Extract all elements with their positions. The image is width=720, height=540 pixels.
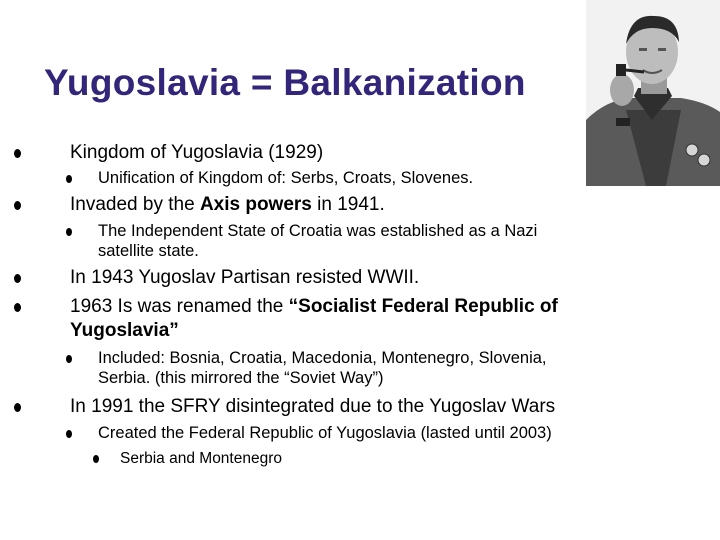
bullet-dot (14, 274, 21, 283)
bullet-dot (66, 228, 72, 236)
bullet-text: The Independent State of Croatia was established as a Nazi (98, 222, 538, 240)
bullet-text-continued: satellite state. (98, 242, 199, 260)
bullet-dot (66, 430, 72, 438)
bullet-dot (14, 303, 21, 312)
bullet-dot (66, 175, 72, 183)
bullet-text-continued: Yugoslavia” (70, 320, 179, 341)
bullet-dot (66, 355, 72, 363)
bullet-text: 1963 Is was renamed the “Socialist Federal Republic of (70, 296, 558, 317)
bullet-text-continued: Serbia. (this mirrored the “Soviet Way”) (98, 369, 384, 387)
bullet-text: In 1991 the SFRY disintegrated due to the Yugoslav Wars (70, 396, 556, 417)
bullet-text: In 1943 Yugoslav Partisan resisted WWII. (70, 267, 420, 288)
bullet-text: Unification of Kingdom of: Serbs, Croats, Slovenes. (98, 169, 474, 187)
bullet-dot (14, 201, 21, 210)
bullet-dot (14, 403, 21, 412)
portrait-photo (586, 0, 720, 186)
bullet-dot (14, 149, 21, 158)
bullet-text: Serbia and Montenegro (120, 450, 283, 467)
bullet-text: Invaded by the Axis powers in 1941. (70, 194, 385, 215)
bullet-dot (93, 455, 99, 463)
slide-title: Yugoslavia = Balkanization (44, 62, 526, 103)
bullet-text: Created the Federal Republic of Yugoslavia (lasted until 2003) (98, 424, 552, 442)
bullet-text: Included: Bosnia, Croatia, Macedonia, Montenegro, Slovenia, (98, 349, 547, 367)
bullet-text: Kingdom of Yugoslavia (1929) (70, 142, 324, 163)
